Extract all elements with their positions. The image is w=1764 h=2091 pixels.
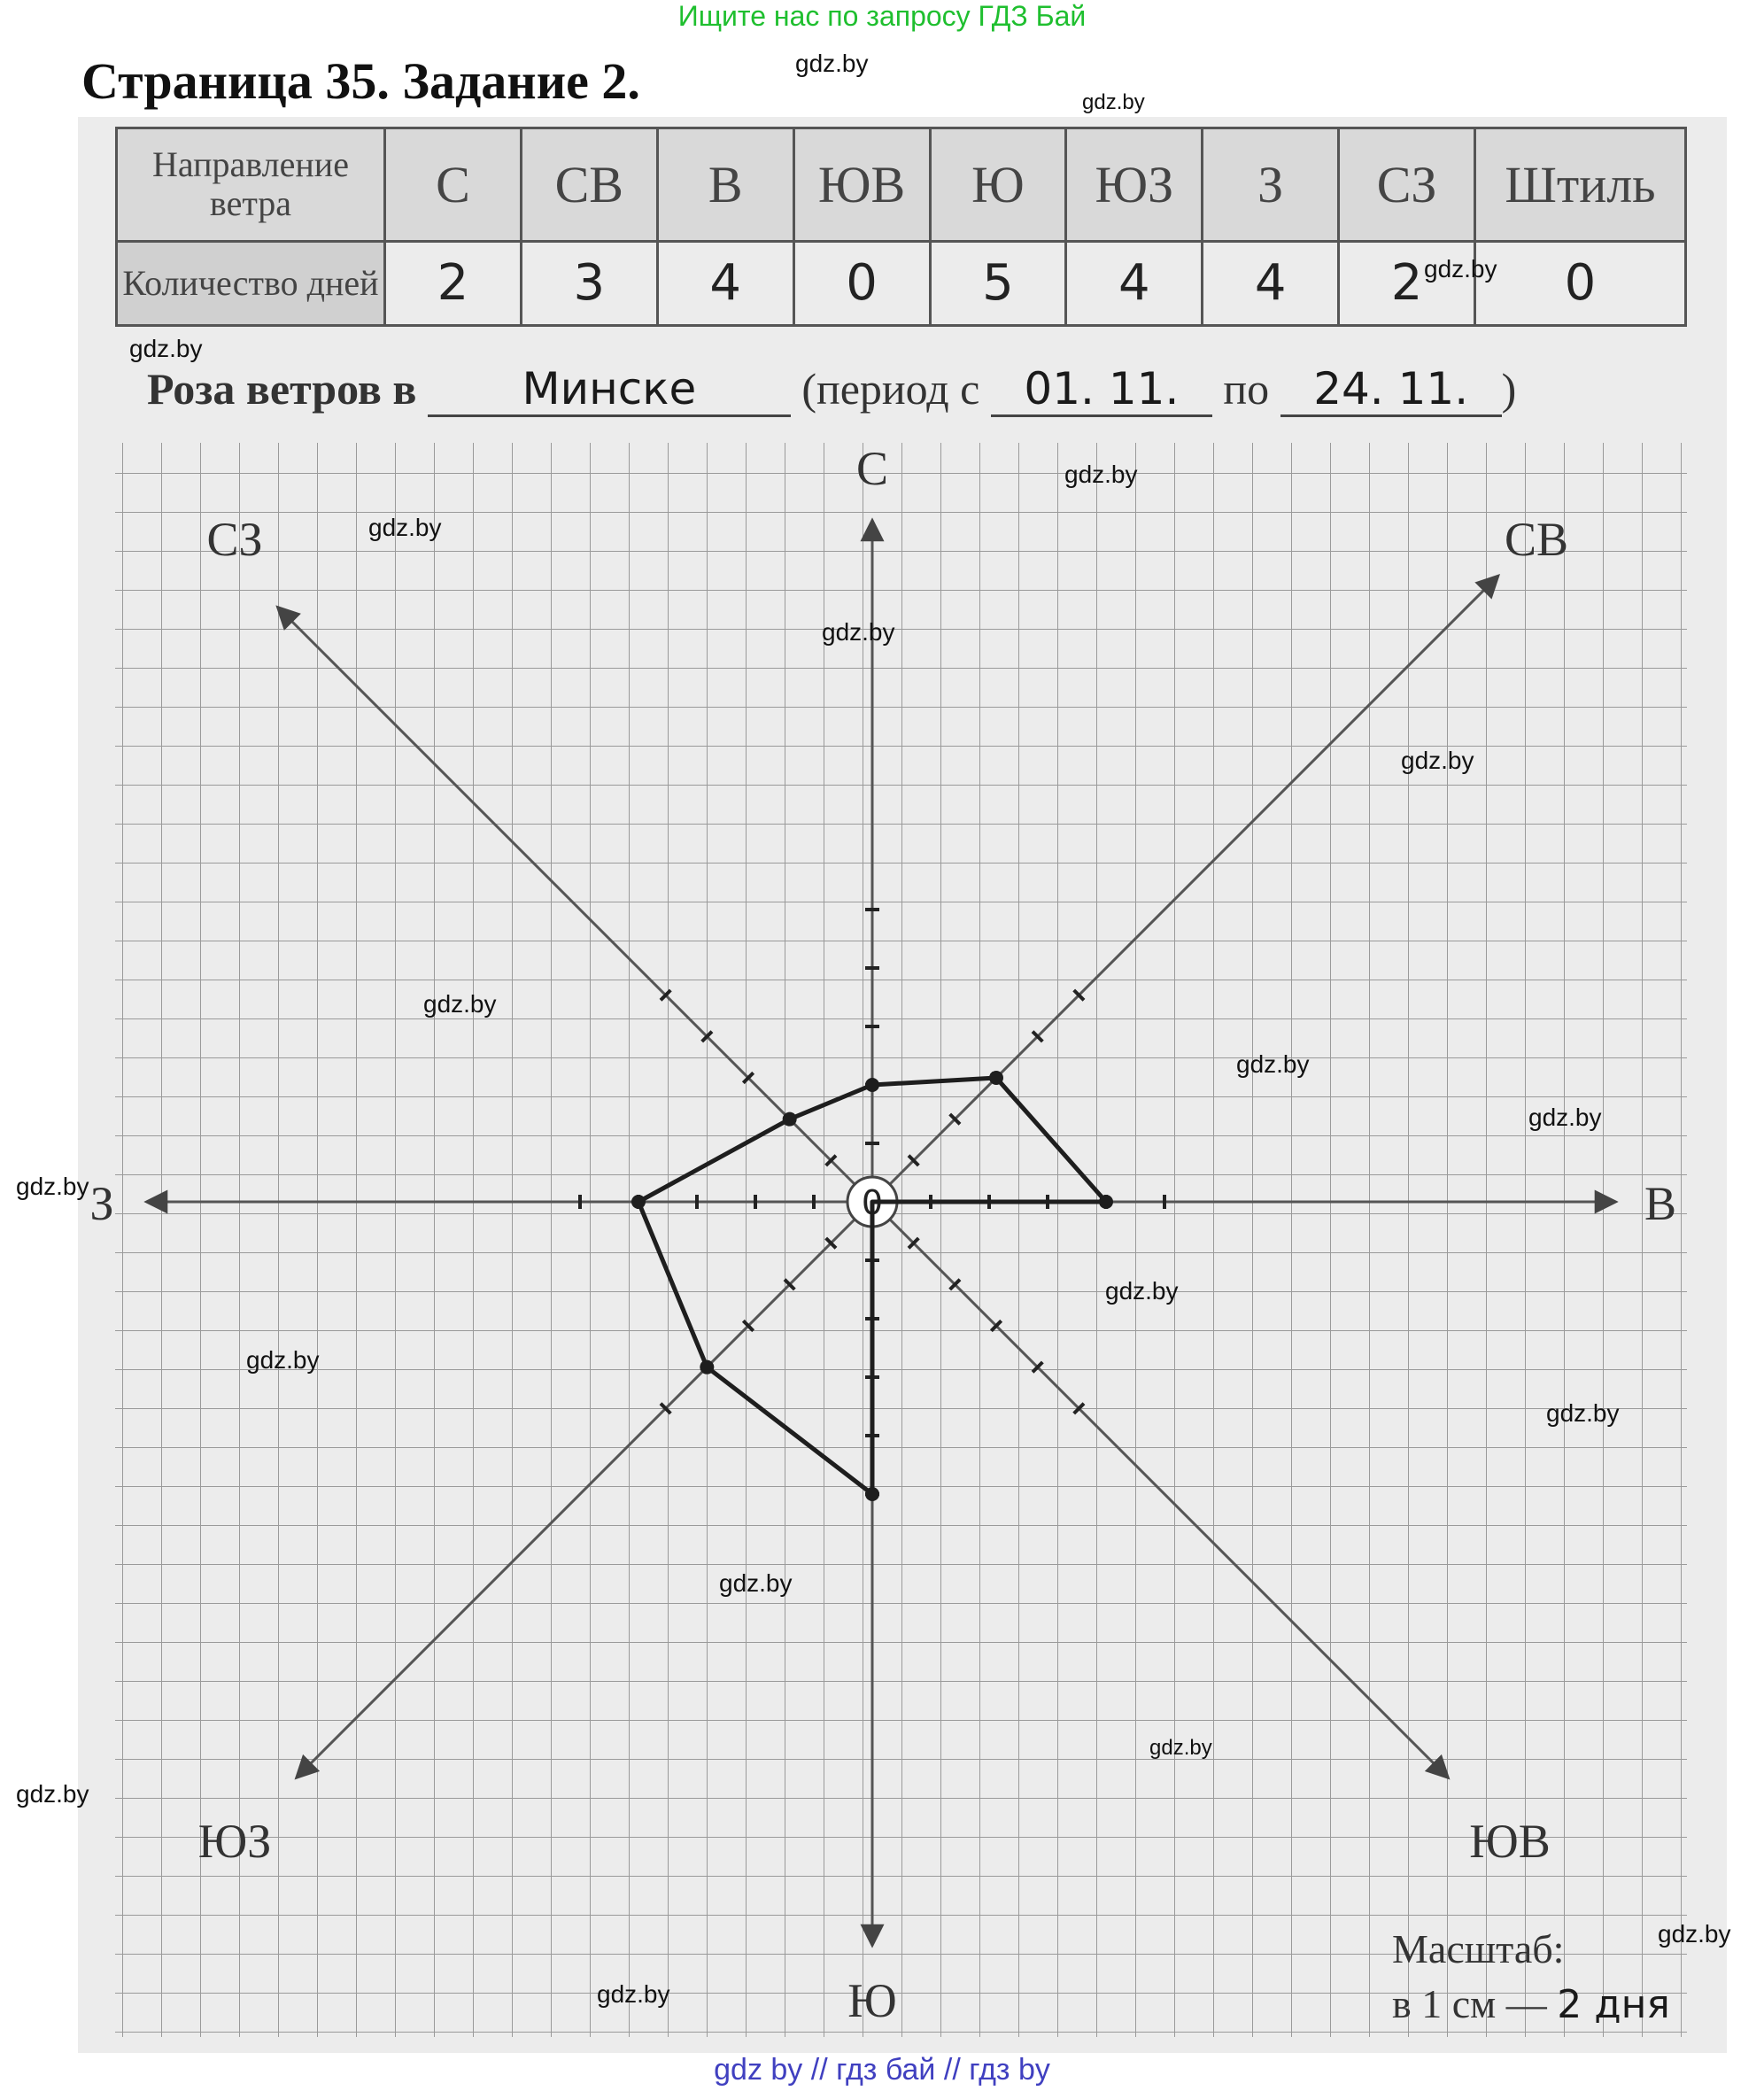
rose-prefix: Роза ветров в — [147, 364, 417, 414]
city-field: Минске — [428, 363, 791, 417]
axis-label-s: Ю — [847, 1974, 897, 2027]
direction-cell: Ю — [930, 128, 1066, 242]
days-cell: 5 — [930, 241, 1066, 325]
period-close: ) — [1501, 364, 1517, 414]
scale-title: Масштаб: — [1392, 1926, 1565, 1971]
watermark: gdz.by — [1658, 1920, 1731, 1948]
axis-label-nw: СЗ — [206, 513, 263, 566]
watermark: gdz.by — [129, 335, 203, 362]
top-banner[interactable]: Ищите нас по запросу ГДЗ Бай — [677, 0, 1087, 32]
rose-point-e — [1099, 1195, 1113, 1209]
watermark: gdz.by — [795, 50, 869, 77]
days-cell: 4 — [1066, 241, 1203, 325]
rose-point-s — [865, 1487, 879, 1501]
axis-label-sw: ЮЗ — [197, 1815, 272, 1868]
direction-cell: ЮЗ — [1066, 128, 1203, 242]
scale-line — [1392, 1977, 1670, 2033]
direction-cell: Штиль — [1475, 128, 1686, 242]
watermark: gdz.by — [1546, 1399, 1620, 1427]
watermark: gdz.by — [1401, 747, 1474, 774]
direction-cell: СВ — [521, 128, 657, 242]
axis-label-n: С — [855, 442, 889, 495]
watermark: gdz.by — [1082, 90, 1145, 114]
direction-cell: СЗ — [1339, 128, 1475, 242]
axis-label-ne: СВ — [1504, 513, 1569, 566]
watermark: gdz.by — [368, 514, 442, 541]
days-cell: 0 — [1475, 241, 1686, 325]
rose-point-sw — [700, 1360, 714, 1375]
watermark: gdz.by — [1528, 1104, 1602, 1131]
direction-cell: В — [657, 128, 793, 242]
rose-point-nw — [783, 1112, 797, 1127]
date-from-field: 01. 11. — [991, 363, 1212, 417]
axis-label-w: З — [89, 1177, 114, 1230]
days-cell: 2 — [385, 241, 522, 325]
period-open: (период с — [801, 364, 980, 414]
direction-cell: З — [1203, 128, 1339, 242]
watermark: gdz.by — [1064, 461, 1138, 488]
watermark: gdz.by — [1149, 1736, 1212, 1760]
bottom-banner[interactable]: gdz by // гдз бай // гдз by — [714, 2053, 1050, 2087]
rose-point-ne — [989, 1071, 1003, 1085]
page-title: Страница 35. Задание 2. — [81, 52, 640, 110]
days-header: Количество дней — [117, 241, 385, 325]
days-cell: 2 — [1339, 241, 1475, 325]
calm-label: 0 — [861, 1183, 884, 1222]
watermark: gdz.by — [1105, 1277, 1179, 1305]
direction-cell: ЮВ — [793, 128, 930, 242]
axis-label-e: В — [1644, 1177, 1677, 1230]
scale-box — [1392, 1922, 1670, 2033]
direction-cell: С — [385, 128, 522, 242]
period-by: по — [1223, 364, 1270, 414]
watermark: gdz.by — [1424, 255, 1497, 283]
date-to-field: 24. 11. — [1280, 363, 1502, 417]
axis-label-se: ЮВ — [1469, 1815, 1551, 1868]
days-cell: 3 — [521, 241, 657, 325]
watermark: gdz.by — [246, 1346, 320, 1374]
watermark: gdz.by — [822, 618, 895, 646]
scale-value: 2 дня — [1557, 1982, 1670, 2027]
rose-point-n — [865, 1078, 879, 1092]
rose-point-w — [631, 1195, 646, 1209]
watermark: gdz.by — [16, 1780, 89, 1808]
days-cell: 4 — [657, 241, 793, 325]
watermark: gdz.by — [719, 1569, 793, 1597]
direction-header: Направление ветра — [117, 128, 385, 242]
days-cell: 4 — [1203, 241, 1339, 325]
watermark: gdz.by — [1236, 1050, 1310, 1078]
watermark: gdz.by — [423, 990, 497, 1018]
days-cell: 0 — [793, 241, 930, 325]
watermark: gdz.by — [16, 1173, 89, 1200]
watermark: gdz.by — [597, 1980, 670, 2008]
scale-text: в 1 см — — [1392, 1981, 1547, 2026]
